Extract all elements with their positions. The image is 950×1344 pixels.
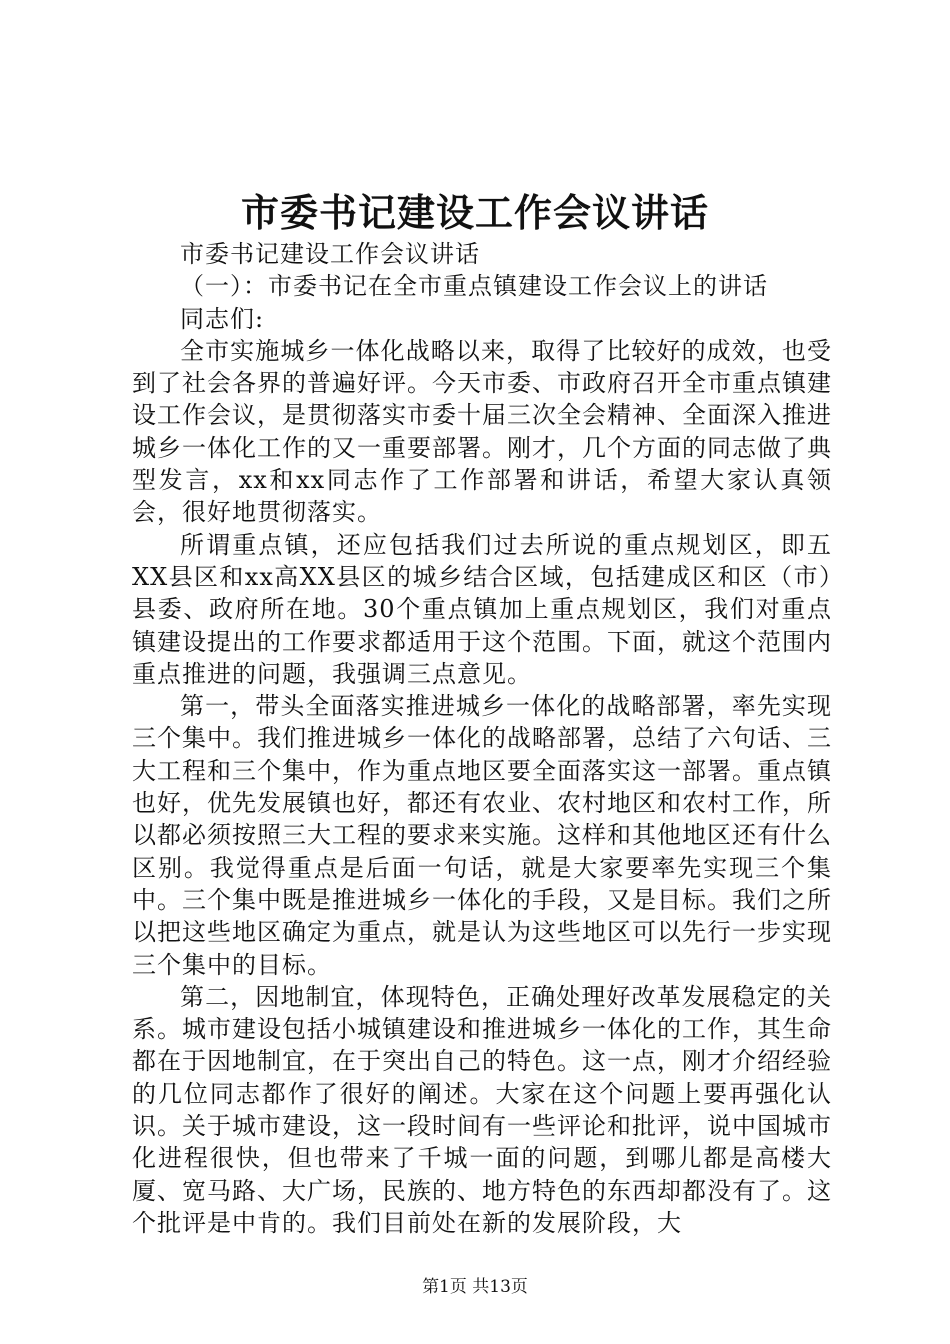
document-body: [132, 238, 832, 1239]
body-paragraph: 所谓重点镇，还应包括我们过去所说的重点规划区，即五XX县区和xx高XX县区的城乡结合区域，包括建成区和区（市）县委、政府所在地。30个重点镇加上重点规划区，我们对重点镇建设提出的工作要求都适用于这个范围。下面，就这个范围内重点推进的问题，我强调三点意见。: [132, 530, 832, 688]
body-paragraph: 全市实施城乡一体化战略以来，取得了比较好的成效，也受到了社会各界的普遍好评。今天市委、市政府召开全市重点镇建设工作会议，是贯彻落实市委十届三次全会精神、全面深入推进城乡一体化工作的又一重要部署。刚才，几个方面的同志做了典型发言，xx和xx同志作了工作部署和讲话，希望大家认真领会，很好地贯彻落实。: [132, 336, 832, 527]
document-title: 市委书记建设工作会议讲话: [240, 190, 709, 235]
body-paragraph: 同志们:: [180, 304, 265, 333]
body-paragraph: 第一，带头全面落实推进城乡一体化的战略部署，率先实现三个集中。我们推进城乡一体化的战略部署，总结了六句话、三大工程和三个集中，作为重点地区要全面落实这一部署。重点镇也好，优先发展镇也好，都还有农业、农村地区和农村工作，所以都必须按照三大工程的要求来实施。这样和其他地区还有什么区别。我觉得重点是后面一句话，就是大家要率先实现三个集中。三个集中既是推进城乡一体化的手段，又是目标。我们之所以把这些地区确定为重点，就是认为这些地区可以先行一步实现三个集中的目标。: [132, 692, 832, 979]
body-paragraph: （一）：市委书记在全市重点镇建设工作会议上的讲话: [180, 272, 768, 301]
page-footer: 第1页 共13页: [422, 1277, 528, 1297]
body-paragraph: 市委书记建设工作会议讲话: [180, 240, 480, 268]
body-paragraph: 第二，因地制宜，体现特色，正确处理好改革发展稳定的关系。城市建设包括小城镇建设和推进城乡一体化的工作，其生命都在于因地制宜，在于突出自己的特色。这一点，刚才介绍经验的几位同志都作了很好的阐述。大家在这个问题上要再强化认识。关于城市建设，这一段时间有一些评论和批评，说中国城市化进程很快，但也带来了千城一面的问题，到哪儿都是高楼大厦、宽马路、大广场，民族的、地方特色的东西却都没有了。这个批评是中肯的。我们目前处在新的发展阶段，大: [132, 982, 832, 1237]
